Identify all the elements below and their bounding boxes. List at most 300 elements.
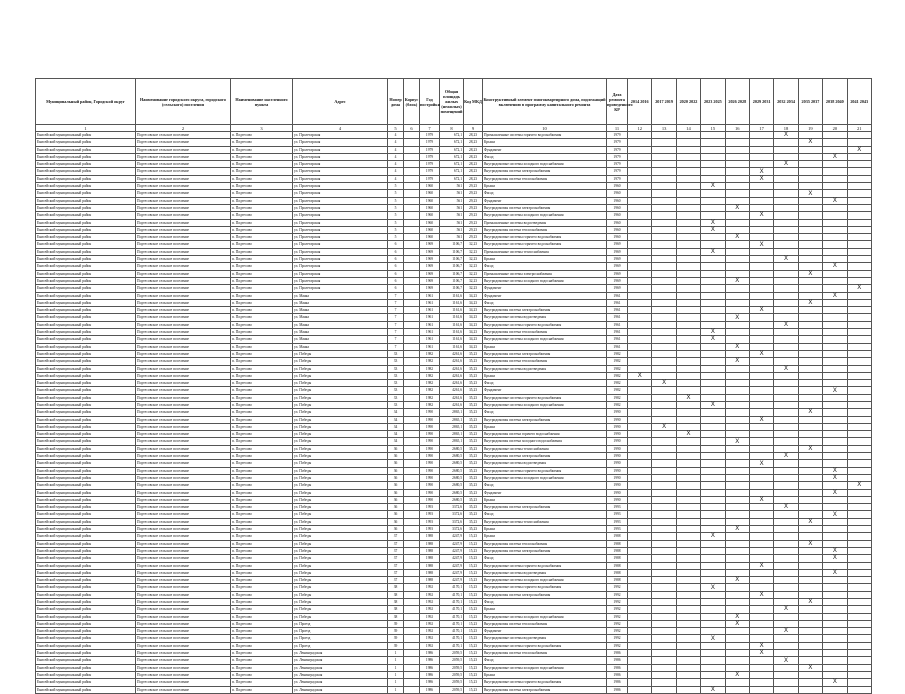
cell-period-1 (628, 277, 652, 284)
cell-street: ул. Победы (293, 423, 388, 430)
cell-district: Енисейский муниципальный район (36, 679, 136, 686)
cell-period-3 (676, 168, 700, 175)
cell-period-4 (701, 657, 725, 664)
cell-year-built: 1979 (420, 153, 440, 160)
column-header: Номер дома (388, 79, 404, 125)
cell-period-1 (628, 606, 652, 613)
cell-period-7 (774, 277, 798, 284)
cell-element: Внутридомовая система теплоснабжения (483, 175, 607, 182)
column-header: Общая площадь жилых (нежилых) помещений (440, 79, 464, 125)
cell-settlement: Подтесовское сельское поселение (136, 409, 231, 416)
cell-district: Енисейский муниципальный район (36, 241, 136, 248)
cell-period-7 (774, 599, 798, 606)
column-header: Код МКД (464, 79, 483, 125)
cell-period-5: X (725, 277, 749, 284)
cell-period-9 (823, 132, 847, 139)
cell-period-4: X (701, 336, 725, 343)
cell-street: ул. Маяка (293, 314, 388, 321)
cell-repair-date: 1988 (607, 547, 628, 554)
cell-period-7 (774, 190, 798, 197)
table-row (36, 518, 872, 525)
cell-locality: п. Подтесово (231, 511, 293, 518)
cell-period-10 (847, 474, 871, 481)
cell-period-10 (847, 190, 871, 197)
cell-house-number: 33 (388, 365, 404, 372)
cell-settlement: Подтесовское сельское поселение (136, 620, 231, 627)
cell-mkd-code: 28,23 (464, 168, 483, 175)
cell-period-3 (676, 153, 700, 160)
cell-period-6 (749, 292, 773, 299)
cell-house-number: 36 (388, 467, 404, 474)
cell-settlement: Подтесовское сельское поселение (136, 277, 231, 284)
cell-period-6: X (749, 591, 773, 598)
cell-period-5 (725, 664, 749, 671)
cell-period-7 (774, 555, 798, 562)
cell-period-1 (628, 547, 652, 554)
cell-period-5 (725, 409, 749, 416)
cell-period-9 (823, 183, 847, 190)
table-row (36, 336, 872, 343)
cell-period-4 (701, 372, 725, 379)
cell-mkd-code: 32,23 (464, 270, 483, 277)
cell-period-5 (725, 219, 749, 226)
cell-period-2 (652, 190, 676, 197)
cell-period-6 (749, 540, 773, 547)
table-row (36, 394, 872, 401)
cell-period-4 (701, 204, 725, 211)
cell-period-7 (774, 679, 798, 686)
cell-mkd-code: 35,23 (464, 401, 483, 408)
cell-mkd-code: 35,23 (464, 445, 483, 452)
cell-district: Енисейский муниципальный район (36, 664, 136, 671)
cell-period-8 (798, 671, 822, 678)
capital-repair-table (35, 78, 872, 694)
cell-year-built: 1988 (420, 533, 440, 540)
cell-element: Внутридомовые системы холодного водоснабжения (483, 577, 607, 584)
cell-year-built: 1969 (420, 277, 440, 284)
cell-house-number: 33 (388, 380, 404, 387)
cell-period-8 (798, 387, 822, 394)
cell-locality: п. Подтесово (231, 504, 293, 511)
cell-element: Внутридомовая система электроснабжения (483, 547, 607, 554)
cell-period-1 (628, 183, 652, 190)
cell-block (404, 285, 420, 292)
table-row (36, 372, 872, 379)
cell-settlement: Подтесовское сельское поселение (136, 547, 231, 554)
cell-period-2 (652, 329, 676, 336)
cell-period-3 (676, 277, 700, 284)
table-row (36, 671, 872, 678)
cell-period-8 (798, 380, 822, 387)
cell-period-3 (676, 175, 700, 182)
cell-period-4: X (701, 219, 725, 226)
cell-year-built: 1979 (420, 132, 440, 139)
cell-locality: п. Подтесово (231, 606, 293, 613)
cell-district: Енисейский муниципальный район (36, 183, 136, 190)
cell-period-9 (823, 591, 847, 598)
cell-area: 1106,7 (440, 263, 464, 270)
cell-element: Фасад (483, 263, 607, 270)
cell-period-7: X (774, 161, 798, 168)
cell-period-8 (798, 336, 822, 343)
cell-locality: п. Подтесово (231, 175, 293, 182)
cell-period-7 (774, 409, 798, 416)
cell-mkd-code: 15,23 (464, 613, 483, 620)
cell-period-4 (701, 423, 725, 430)
cell-settlement: Подтесовское сельское поселение (136, 248, 231, 255)
cell-street: ул. Пролетарская (293, 153, 388, 160)
cell-street: ул. Победы (293, 511, 388, 518)
cell-period-8 (798, 635, 822, 642)
cell-period-1 (628, 489, 652, 496)
cell-street: ул. Маяка (293, 292, 388, 299)
cell-block (404, 606, 420, 613)
cell-period-8 (798, 569, 822, 576)
cell-period-5 (725, 248, 749, 255)
table-row (36, 168, 872, 175)
cell-year-built: 1988 (420, 547, 440, 554)
cell-mkd-code: 15,23 (464, 599, 483, 606)
cell-period-7 (774, 686, 798, 693)
cell-house-number: 5 (388, 234, 404, 241)
cell-period-4: X (701, 533, 725, 540)
cell-period-3 (676, 285, 700, 292)
cell-period-7 (774, 183, 798, 190)
cell-period-3 (676, 372, 700, 379)
table-body (36, 132, 872, 694)
cell-locality: п. Подтесово (231, 248, 293, 255)
cell-locality: п. Подтесово (231, 161, 293, 168)
cell-period-9 (823, 234, 847, 241)
cell-period-1 (628, 482, 652, 489)
cell-settlement: Подтесовское сельское поселение (136, 591, 231, 598)
cell-period-6 (749, 423, 773, 430)
cell-period-5 (725, 482, 749, 489)
cell-period-1 (628, 248, 652, 255)
table-row (36, 533, 872, 540)
column-number: 9 (464, 125, 483, 132)
cell-house-number: 5 (388, 183, 404, 190)
cell-element: Внутридомовые системы горячего водоснабжения (483, 642, 607, 649)
cell-period-4 (701, 270, 725, 277)
cell-period-8: X (798, 445, 822, 452)
cell-area: 672,1 (440, 132, 464, 139)
cell-period-4 (701, 628, 725, 635)
cell-period-4 (701, 161, 725, 168)
cell-settlement: Подтесовское сельское поселение (136, 329, 231, 336)
column-header: Муниципальный район, Городской округ (36, 79, 136, 125)
cell-element: Фасад (483, 153, 607, 160)
column-header: 2035 2037 (798, 79, 822, 125)
cell-block (404, 526, 420, 533)
cell-period-2 (652, 635, 676, 642)
cell-area: 4247,9 (440, 562, 464, 569)
cell-period-7 (774, 613, 798, 620)
cell-repair-date: 1990 (607, 431, 628, 438)
column-number: 3 (231, 125, 293, 132)
cell-period-7 (774, 226, 798, 233)
cell-house-number: 34 (388, 409, 404, 416)
cell-district: Енисейский муниципальный район (36, 197, 136, 204)
cell-street: ул. Победы (293, 482, 388, 489)
cell-period-9 (823, 606, 847, 613)
cell-period-1 (628, 642, 652, 649)
cell-street: ул. Пролетарская (293, 204, 388, 211)
cell-period-6 (749, 358, 773, 365)
cell-period-3 (676, 204, 700, 211)
cell-house-number: 6 (388, 277, 404, 284)
cell-repair-date: 1982 (607, 350, 628, 357)
cell-period-1: X (628, 372, 652, 379)
cell-period-7 (774, 350, 798, 357)
cell-period-1 (628, 401, 652, 408)
cell-period-3 (676, 139, 700, 146)
cell-house-number: 36 (388, 474, 404, 481)
cell-locality: п. Подтесово (231, 256, 293, 263)
cell-period-7 (774, 416, 798, 423)
cell-year-built: 1961 (420, 329, 440, 336)
table-row (36, 270, 872, 277)
cell-block (404, 496, 420, 503)
cell-period-1 (628, 321, 652, 328)
cell-block (404, 358, 420, 365)
cell-period-5 (725, 270, 749, 277)
cell-mkd-code: 15,23 (464, 679, 483, 686)
cell-district: Енисейский муниципальный район (36, 577, 136, 584)
cell-period-2 (652, 453, 676, 460)
cell-repair-date: 1969 (607, 256, 628, 263)
cell-area: 4247,9 (440, 569, 464, 576)
cell-period-2 (652, 686, 676, 693)
cell-district: Енисейский муниципальный район (36, 445, 136, 452)
cell-repair-date: 1960 (607, 204, 628, 211)
cell-house-number: 1 (388, 657, 404, 664)
cell-year-built: 1992 (420, 584, 440, 591)
cell-period-1 (628, 591, 652, 598)
cell-house-number: 39 (388, 620, 404, 627)
cell-street: ул. Пролетарская (293, 285, 388, 292)
cell-district: Енисейский муниципальный район (36, 453, 136, 460)
column-number: 19 (798, 125, 822, 132)
cell-period-3 (676, 314, 700, 321)
cell-district: Енисейский муниципальный район (36, 599, 136, 606)
cell-period-8 (798, 248, 822, 255)
cell-mkd-code: 34,23 (464, 292, 483, 299)
cell-area: 2865,1 (440, 423, 464, 430)
cell-period-1 (628, 657, 652, 664)
cell-district: Енисейский муниципальный район (36, 161, 136, 168)
cell-mkd-code: 15,23 (464, 591, 483, 598)
cell-year-built: 1992 (420, 642, 440, 649)
cell-area: 2059,5 (440, 657, 464, 664)
cell-locality: п. Подтесово (231, 431, 293, 438)
cell-element: Внутридомовые системы холодного водоснабжения (483, 613, 607, 620)
cell-block (404, 212, 420, 219)
cell-year-built: 1990 (420, 445, 440, 452)
cell-period-3 (676, 226, 700, 233)
cell-locality: п. Подтесово (231, 241, 293, 248)
cell-period-7 (774, 467, 798, 474)
cell-period-1 (628, 314, 652, 321)
cell-locality: п. Подтесово (231, 263, 293, 270)
cell-element: Крыша (483, 423, 607, 430)
column-header: 2029 2031 (749, 79, 773, 125)
cell-locality: п. Подтесово (231, 599, 293, 606)
table-row (36, 555, 872, 562)
cell-period-8 (798, 292, 822, 299)
table-row (36, 540, 872, 547)
table-row (36, 584, 872, 591)
cell-block (404, 153, 420, 160)
cell-period-2 (652, 482, 676, 489)
column-number: 10 (483, 125, 607, 132)
cell-block (404, 372, 420, 379)
cell-mkd-code: 15,23 (464, 577, 483, 584)
cell-period-7 (774, 518, 798, 525)
cell-settlement: Подтесовское сельское поселение (136, 511, 231, 518)
cell-period-7 (774, 562, 798, 569)
cell-period-6 (749, 431, 773, 438)
cell-locality: п. Подтесово (231, 642, 293, 649)
cell-block (404, 584, 420, 591)
cell-block (404, 321, 420, 328)
cell-block (404, 380, 420, 387)
cell-street: ул. Победы (293, 380, 388, 387)
cell-period-10 (847, 438, 871, 445)
cell-period-4 (701, 299, 725, 306)
cell-period-3 (676, 482, 700, 489)
cell-period-5 (725, 307, 749, 314)
cell-period-5 (725, 321, 749, 328)
cell-period-1 (628, 569, 652, 576)
cell-period-5 (725, 183, 749, 190)
cell-mkd-code: 29,23 (464, 234, 483, 241)
cell-street: ул. Проезд (293, 628, 388, 635)
cell-house-number: 6 (388, 241, 404, 248)
cell-period-9 (823, 445, 847, 452)
cell-period-8 (798, 642, 822, 649)
cell-period-5: X (725, 234, 749, 241)
cell-area: 561 (440, 190, 464, 197)
cell-period-2 (652, 321, 676, 328)
cell-period-5 (725, 212, 749, 219)
column-number: 4 (293, 125, 388, 132)
cell-locality: п. Подтесово (231, 679, 293, 686)
cell-street: ул. Победы (293, 504, 388, 511)
cell-period-4 (701, 256, 725, 263)
cell-repair-date: 1990 (607, 445, 628, 452)
cell-period-1 (628, 212, 652, 219)
cell-period-7 (774, 336, 798, 343)
cell-period-10 (847, 292, 871, 299)
cell-locality: п. Подтесово (231, 474, 293, 481)
cell-street: ул. Победы (293, 460, 388, 467)
table-row (36, 277, 872, 284)
cell-year-built: 1969 (420, 285, 440, 292)
cell-period-6 (749, 526, 773, 533)
cell-period-1 (628, 241, 652, 248)
cell-district: Енисейский муниципальный район (36, 635, 136, 642)
cell-settlement: Подтесовское сельское поселение (136, 256, 231, 263)
cell-period-10 (847, 358, 871, 365)
cell-street: ул. Победы (293, 569, 388, 576)
cell-repair-date: 1992 (607, 584, 628, 591)
cell-year-built: 1990 (420, 489, 440, 496)
cell-period-9 (823, 423, 847, 430)
cell-year-built: 1982 (420, 387, 440, 394)
cell-repair-date: 1979 (607, 153, 628, 160)
cell-street: ул. Победы (293, 526, 388, 533)
cell-district: Енисейский муниципальный район (36, 438, 136, 445)
cell-repair-date: 1992 (607, 591, 628, 598)
cell-period-2 (652, 533, 676, 540)
cell-period-10 (847, 599, 871, 606)
cell-period-9 (823, 168, 847, 175)
cell-settlement: Подтесовское сельское поселение (136, 183, 231, 190)
cell-period-3 (676, 438, 700, 445)
cell-house-number: 1 (388, 671, 404, 678)
cell-house-number: 6 (388, 285, 404, 292)
cell-locality: п. Подтесово (231, 650, 293, 657)
cell-locality: п. Подтесово (231, 438, 293, 445)
cell-settlement: Подтесовское сельское поселение (136, 387, 231, 394)
cell-year-built: 1960 (420, 226, 440, 233)
cell-period-8 (798, 467, 822, 474)
column-number: 13 (652, 125, 676, 132)
cell-period-2 (652, 241, 676, 248)
cell-period-2 (652, 474, 676, 481)
cell-period-7: X (774, 606, 798, 613)
cell-period-6 (749, 270, 773, 277)
cell-house-number: 4 (388, 153, 404, 160)
cell-locality: п. Подтесово (231, 343, 293, 350)
cell-period-10 (847, 518, 871, 525)
cell-block (404, 241, 420, 248)
cell-period-4 (701, 679, 725, 686)
cell-block (404, 175, 420, 182)
cell-period-1 (628, 190, 652, 197)
cell-repair-date: 1986 (607, 671, 628, 678)
cell-district: Енисейский муниципальный район (36, 321, 136, 328)
cell-element: Внутридомовые системы водоотведения (483, 460, 607, 467)
cell-mkd-code: 32,23 (464, 241, 483, 248)
cell-area: 2865,1 (440, 409, 464, 416)
cell-street: ул. Победы (293, 518, 388, 525)
cell-period-3 (676, 562, 700, 569)
cell-mkd-code: 28,23 (464, 161, 483, 168)
cell-year-built: 1979 (420, 139, 440, 146)
cell-period-5 (725, 197, 749, 204)
cell-settlement: Подтесовское сельское поселение (136, 365, 231, 372)
cell-repair-date: 1982 (607, 372, 628, 379)
cell-district: Енисейский муниципальный район (36, 168, 136, 175)
cell-settlement: Подтесовское сельское поселение (136, 175, 231, 182)
cell-period-10 (847, 183, 871, 190)
cell-period-1 (628, 292, 652, 299)
cell-mkd-code: 34,23 (464, 343, 483, 350)
cell-period-6 (749, 234, 773, 241)
cell-district: Енисейский муниципальный район (36, 234, 136, 241)
cell-street: ул. Пролетарская (293, 219, 388, 226)
cell-period-4 (701, 168, 725, 175)
cell-period-6 (749, 299, 773, 306)
cell-house-number: 34 (388, 431, 404, 438)
cell-repair-date: 1960 (607, 190, 628, 197)
cell-period-8: X (798, 540, 822, 547)
cell-settlement: Подтесовское сельское поселение (136, 380, 231, 387)
cell-district: Енисейский муниципальный район (36, 540, 136, 547)
cell-district: Енисейский муниципальный район (36, 423, 136, 430)
